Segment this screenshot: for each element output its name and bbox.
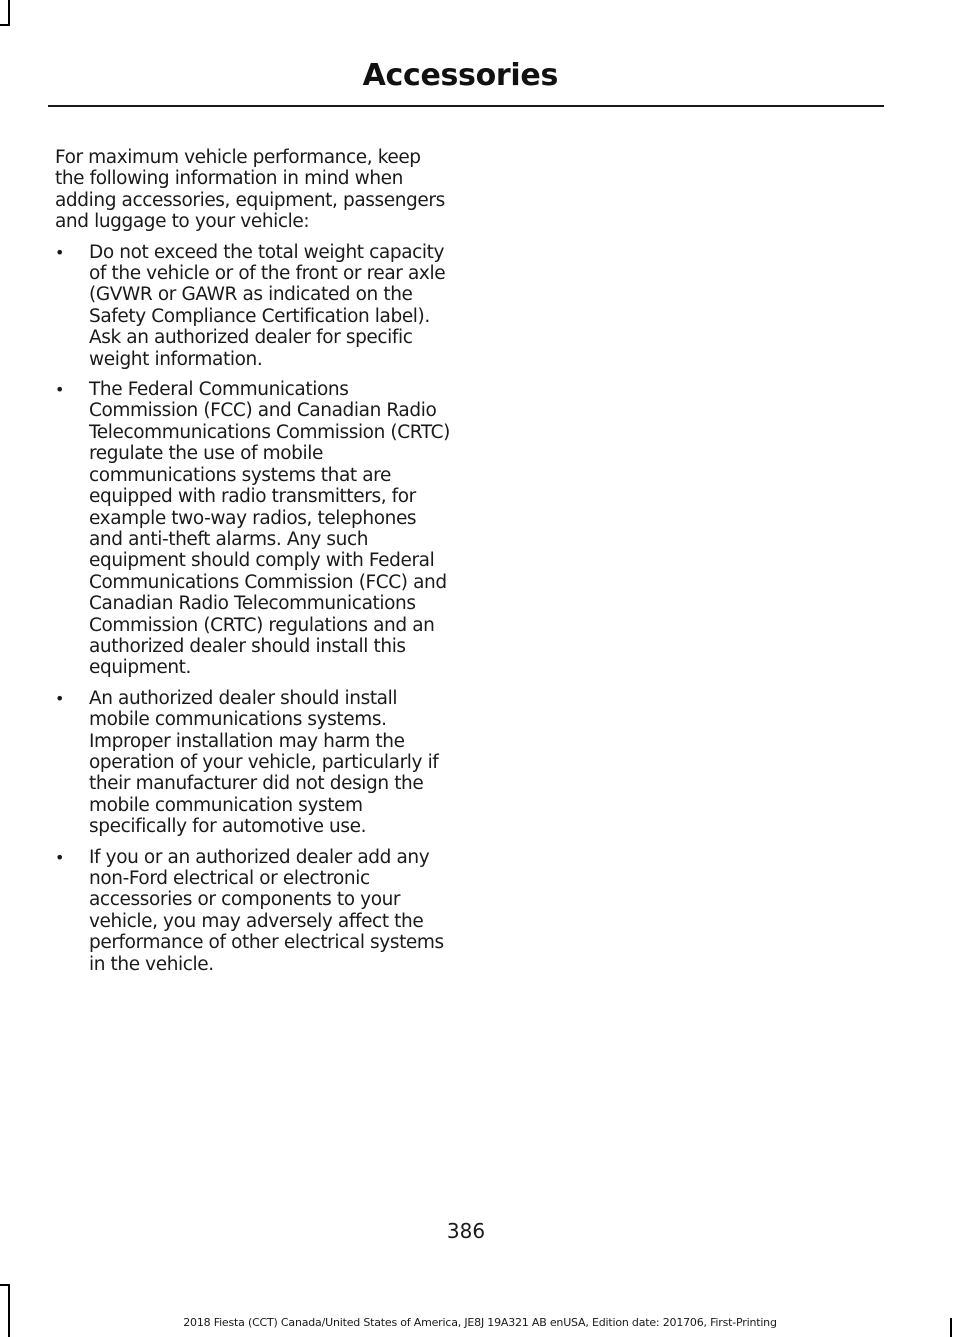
bullet-text: An authorized dealer should install mobile communications systems. Improper installation may harm the operation of your vehicle, particularly if their manufacturer did not design the mobile communication system specifically for automotive use. bbox=[89, 687, 439, 838]
crop-mark-bottom-left-vertical bbox=[8, 1284, 10, 1337]
crop-mark-top-left-vertical bbox=[8, 0, 10, 24]
bullet-list bbox=[55, 242, 451, 975]
body-content bbox=[55, 147, 451, 984]
crop-mark-bottom-left-horizontal bbox=[0, 1284, 10, 1286]
footer-edition-info: 2018 Fiesta (CCT) Canada/United States of America, JE8J 19A321 AB enUSA, Edition date: 201706, First-Printing bbox=[183, 1316, 777, 1329]
bullet-text: If you or an authorized dealer add any non-Ford electrical or electronic accessories or components to your vehicle, you may adversely affect the performance of other electrical systems in the vehicle. bbox=[89, 846, 444, 975]
bullet-item bbox=[55, 688, 451, 838]
bullet-text: Do not exceed the total weight capacity of the vehicle or of the front or rear axle (GVWR or GAWR as indicated on the Safety Compliance Certification label). Ask an authorized dealer for specific weight information. bbox=[89, 241, 446, 370]
page-number: 386 bbox=[446, 1219, 486, 1243]
bullet-marker: • bbox=[55, 847, 65, 867]
bullet-marker: • bbox=[55, 242, 65, 262]
title-divider bbox=[48, 105, 884, 107]
section-title: Accessories bbox=[362, 58, 558, 93]
intro-paragraph: For maximum vehicle performance, keep the following information in mind when adding accessories, equipment, passengers and luggage to your vehicle: bbox=[55, 147, 445, 233]
bullet-marker: • bbox=[55, 688, 65, 708]
bullet-text: The Federal Communications Commission (FCC) and Canadian Radio Telecommunications Commission (CRTC) regulate the use of mobile communications systems that are equipped with radio transmitters, for example two-way radios, telephones and anti-theft alarms. Any such equipment should comply with Federal Communications Commission (FCC) and Canadian Radio Telecommunications Commission (CRTC) regulations and an authorized dealer should install this equipment. bbox=[89, 379, 451, 679]
crop-mark-bottom-right-vertical bbox=[950, 1318, 952, 1337]
bullet-marker: • bbox=[55, 380, 65, 400]
bullet-item bbox=[55, 379, 451, 679]
bullet-item bbox=[55, 242, 451, 370]
crop-mark-top-left-horizontal bbox=[0, 24, 10, 26]
bullet-item bbox=[55, 847, 451, 975]
